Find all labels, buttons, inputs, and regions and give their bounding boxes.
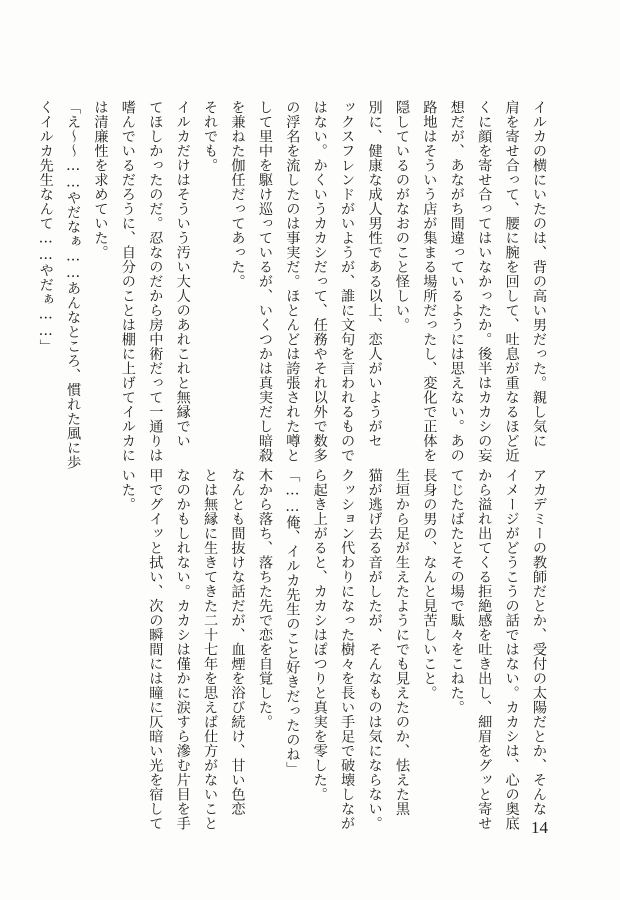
page-number: 14 xyxy=(531,818,548,837)
text-line: 長身の男の、なんと見苦しいこと。 xyxy=(421,468,438,700)
text-line: ら起き上がると、カカシはぽつりと真実を零した。 xyxy=(311,468,328,802)
text-line: ックスフレンドがいようが、誰に文句を言われるもので xyxy=(339,100,356,463)
text-line: イルカだけはそういう汚い大人のあれこれと無縁でい xyxy=(174,100,191,448)
text-line: くに顔を寄せ合ってはいなかったか。後半はカカシの妄 xyxy=(476,100,493,463)
text-line: 嗜んでいるだろうに、自分のことは棚に上げてイルカに xyxy=(119,100,136,463)
text-line: アカデミーの教師だとか、受付の太陽だとか、そんな xyxy=(531,468,547,816)
text-line: 別に、健康な成人男性である以上、恋人がいようがセ xyxy=(366,100,383,448)
text-line: とは無縁に生きてきた二十七年を思えば仕方がないこと xyxy=(202,468,219,831)
text-line: 想だが、あながち間違っているようには思えない。あの xyxy=(448,100,465,463)
text-line: の浮名を流したのは事実だ。ほとんどは誇張された噂と xyxy=(284,100,301,463)
text-line: いた。 xyxy=(119,468,136,512)
text-line: 隠しているのがなおのこと怪しい。 xyxy=(393,100,410,332)
text-line: くイルカ先生なんて……やだぁ……」 xyxy=(37,100,54,354)
text-line: 肩を寄せ合って、腰に腕を回して、吐息が重なるほど近 xyxy=(503,100,520,463)
upper-text-block xyxy=(37,100,552,470)
text-line: それでも。 xyxy=(202,100,219,173)
text-line: 生垣から足が生えたようにでも見えたのか、怯えた黒 xyxy=(393,468,410,816)
text-line: イメージがどうこうの話ではない。カカシは、心の奥底 xyxy=(503,468,520,831)
text-line: てほしかったのだ。忍なのだから房中術だって一通りは xyxy=(147,100,164,463)
text-line: 路地はそういう店が集まる場所だったし、変化で正体を xyxy=(421,100,438,463)
text-line: は清廉性を求めていた。 xyxy=(92,100,109,260)
text-line: 猫が逃げ去る音がしたが、そんなものは気にならない。 xyxy=(366,468,383,831)
text-line: はない。かくいうカカシだって、任務やそれ以外で数多 xyxy=(311,100,328,463)
text-line: 甲でグイッと拭い、次の瞬間には瞳に仄暗い光を宿して xyxy=(147,468,164,831)
text-line: クッション代わりになった樹々を長い手足で破壊しなが xyxy=(339,468,356,831)
text-line: を兼ねた伽任だってあった。 xyxy=(229,100,246,289)
text-line: なのかもしれない。カカシは僅かに涙すら滲む片目を手 xyxy=(174,468,191,831)
text-line: 「え〜〜……やだなぁ……あんなところ、慣れた風に歩 xyxy=(65,100,82,470)
text-line: てじたばたとその場で駄々をこねた。 xyxy=(448,468,465,715)
text-line: なんとも間抜けな話だが、血煙を浴び続け、甘い色恋 xyxy=(229,468,246,816)
text-line: 「……俺、イルカ先生のこと好きだったのね」 xyxy=(284,468,301,777)
text-line: 木から落ち、落ちた先で恋を自覚した。 xyxy=(256,468,273,729)
text-line: イルカの横にいたのは、背の高い男だった。親し気に xyxy=(531,100,547,448)
text-line: して里中を駆け巡っているが、いくつかは真実だし暗殺 xyxy=(256,100,273,463)
text-line: から溢れ出てくる拒絶感を吐き出し、細眉をグッと寄せ xyxy=(476,468,493,831)
